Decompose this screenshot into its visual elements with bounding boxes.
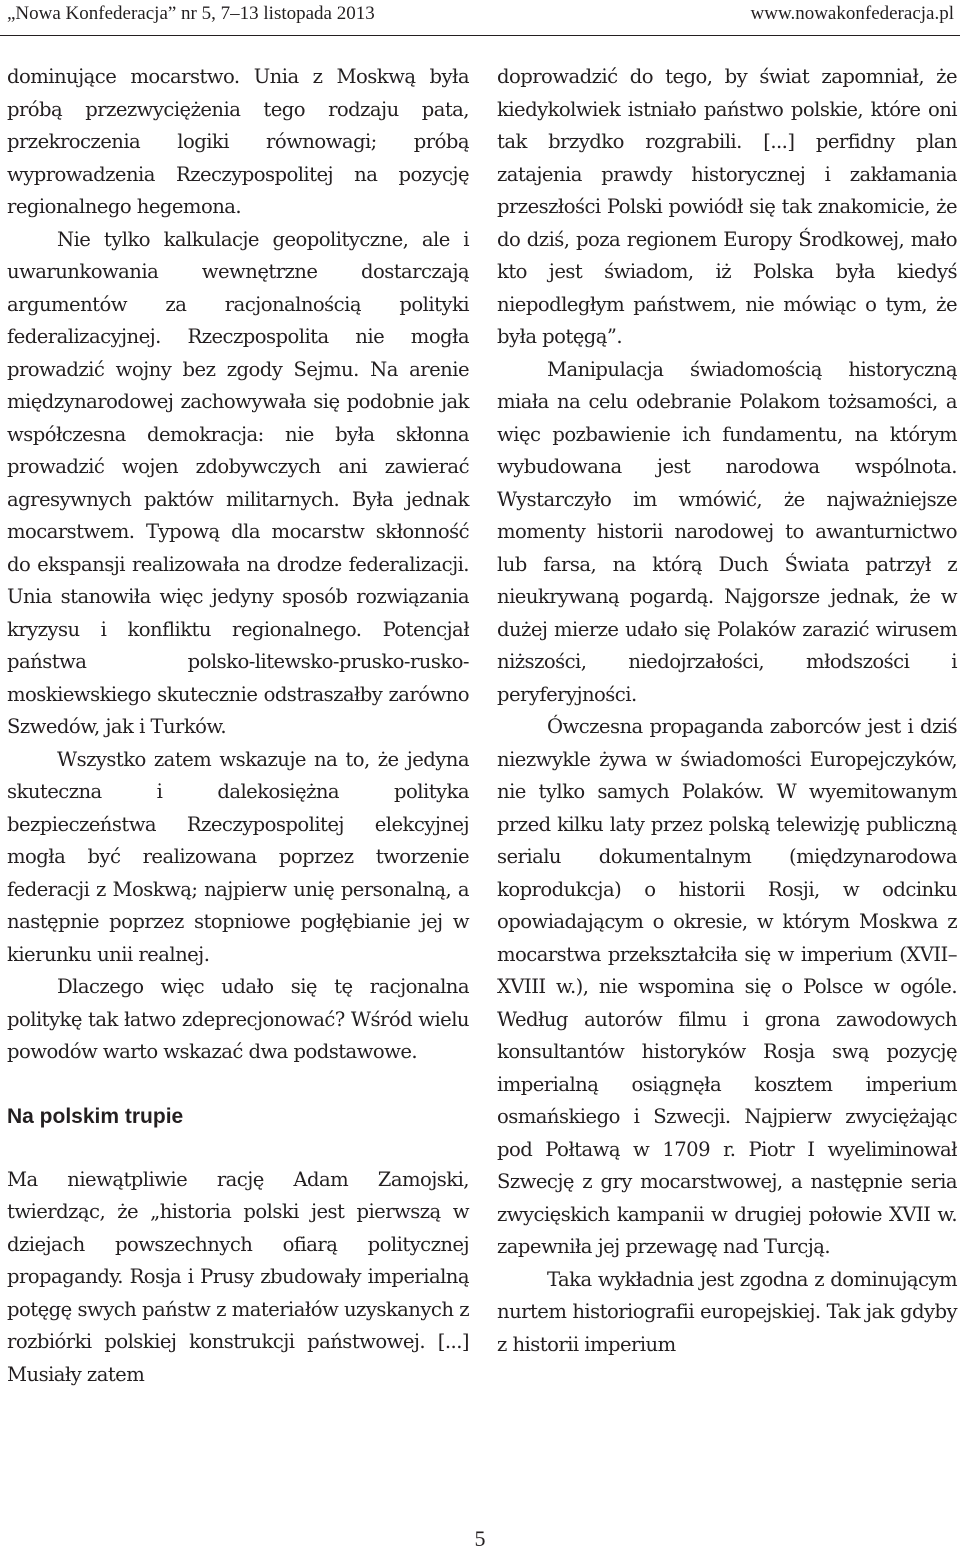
page-number: 5 bbox=[474, 1526, 486, 1551]
running-header bbox=[0, 0, 960, 30]
header-divider bbox=[0, 35, 960, 36]
paragraph: Dlaczego więc udało się tę racjonalna politykę tak łatwo zdeprecjonować? Wśród wielu powodów warto wskazać dwa podstawowe. bbox=[7, 975, 469, 1063]
journal-title: „Nowa Konfederacja” nr 5, 7–13 listopada 2013 bbox=[7, 3, 375, 24]
paragraph: Manipulacja świadomością historyczną miała na celu odebranie Polakom tożsamości, a więc pozbawienie ich fundamentu, na którym wybudowana jest narodowa wspólnota. Wystarczyło im wmówić, że najważniejsze momenty historii narodowej to awanturnictwo lub farsa, na którą Duch Świata patrzył z nieukrywaną pogardą. Najgorsze jednak, że w dużej mierze udało się Polaków zarazić wirusem niższości, niedojrzałości, młodszości i peryferyjności. bbox=[497, 357, 957, 706]
paragraph: Taka wykładnia jest zgodna z dominującym nurtem historiografii europejskiej. Tak jak gdyby z historii imperium bbox=[497, 1267, 957, 1356]
right-column bbox=[497, 61, 957, 1361]
section-heading: Na polskim trupie bbox=[7, 1104, 184, 1128]
left-column bbox=[7, 61, 469, 1391]
paragraph: Ma niewątpliwie rację Adam Zamojski, twierdząc, że „historia polski jest pierwszą w dziejach powszechnych ofiarą politycznej propagandy. Rosja i Prusy zbudowały imperialną potęgę swych państw z materiałów uzyskanych z rozbiórki polskiej konstrukcji państwowej. [...] Musiały zatem bbox=[7, 1167, 469, 1386]
paragraph: dominujące mocarstwo. Unia z Moskwą była próbą przezwyciężenia tego rodzaju pata, przekroczenia logiki równowagi; próbą wyprowadzenia Rzeczypospolitej na pozycję regionalnego hegemona. bbox=[7, 65, 469, 218]
paragraph: Wszystko zatem wskazuje na to, że jedyna skuteczna i dalekosiężna polityka bezpieczeństwa Rzeczypospolitej elekcyjnej mogła być realizowana poprzez tworzenie federacji z Moskwą; najpierw unię personalną, a następnie poprzez stopniowe pogłębianie jej w kierunku unii realnej. bbox=[7, 747, 469, 966]
paragraph: Ówczesna propaganda zaborców jest i dziś niezwykle żywa w świadomości Europejczyków, nie tylko samych Polaków. W wyemitowanym przed kilku laty przez polską telewizję publiczną serialu dokumentalnym (międzynarodowa koprodukcja) o historii Rosji, w odcinku opowiadającym o okresie, w którym Moskwa z mocarstwa przekształciła się w imperium (XVII–XVIII w.), nie wspomina się o Polsce w ogóle. Według autorów filmu i grona zawodowych konsultantów historyków Rosja swą pozycję imperialną osiągnęła kosztem imperium osmańskiego i Szwecji. Najpierw zwyciężając pod Połtawą w 1709 r. Piotr I wyeliminował Szwecję z gry mocarstwowej, a następnie seria zwycięskich kampanii w drugiej połowie XVII w. zapewniła jej przewagę nad Turcją. bbox=[497, 715, 957, 1258]
paragraph: doprowadzić do tego, by świat zapomniał, że kiedykolwiek istniało państwo polskie, które oni tak brzydko rozgrabili. [...] perfidny plan zatajenia prawdy historycznej i zakłamania przeszłości Polski powiódł się tak znakomicie, że do dziś, poza regionem Europy Środkowej, mało kto jest świadom, iż Polska była kiedyś niepodległym państwem, nie mówiąc o tym, że była potęgą”. bbox=[497, 65, 957, 348]
paragraph: Nie tylko kalkulacje geopolityczne, ale i uwarunkowania wewnętrzne dostarczają argumentów za racjonalnością polityki federalizacyjnej. Rzeczpospolita nie mogła prowadzić wojny bez zgody Sejmu. Na arenie międzynarodowej zachowywała się podobnie jak współczesna demokracja: nie była skłonna prowadzić wojen zdobywczych ani zawierać agresywnych paktów militarnych. Była jednak mocarstwem. Typową dla mocarstw skłonność do ekspansji realizowała na drodze federalizacji. Unia stanowiła więc jedyny sposób rozwiązania kryzysu i konfliktu regionalnego. Potencjał państwa polsko-litewsko-prusko-rusko-moskiewskiego skutecznie odstraszałby zarówno Szwedów, jak i Turków. bbox=[7, 227, 469, 738]
website-url[interactable]: www.nowakonfederacja.pl bbox=[750, 3, 954, 24]
